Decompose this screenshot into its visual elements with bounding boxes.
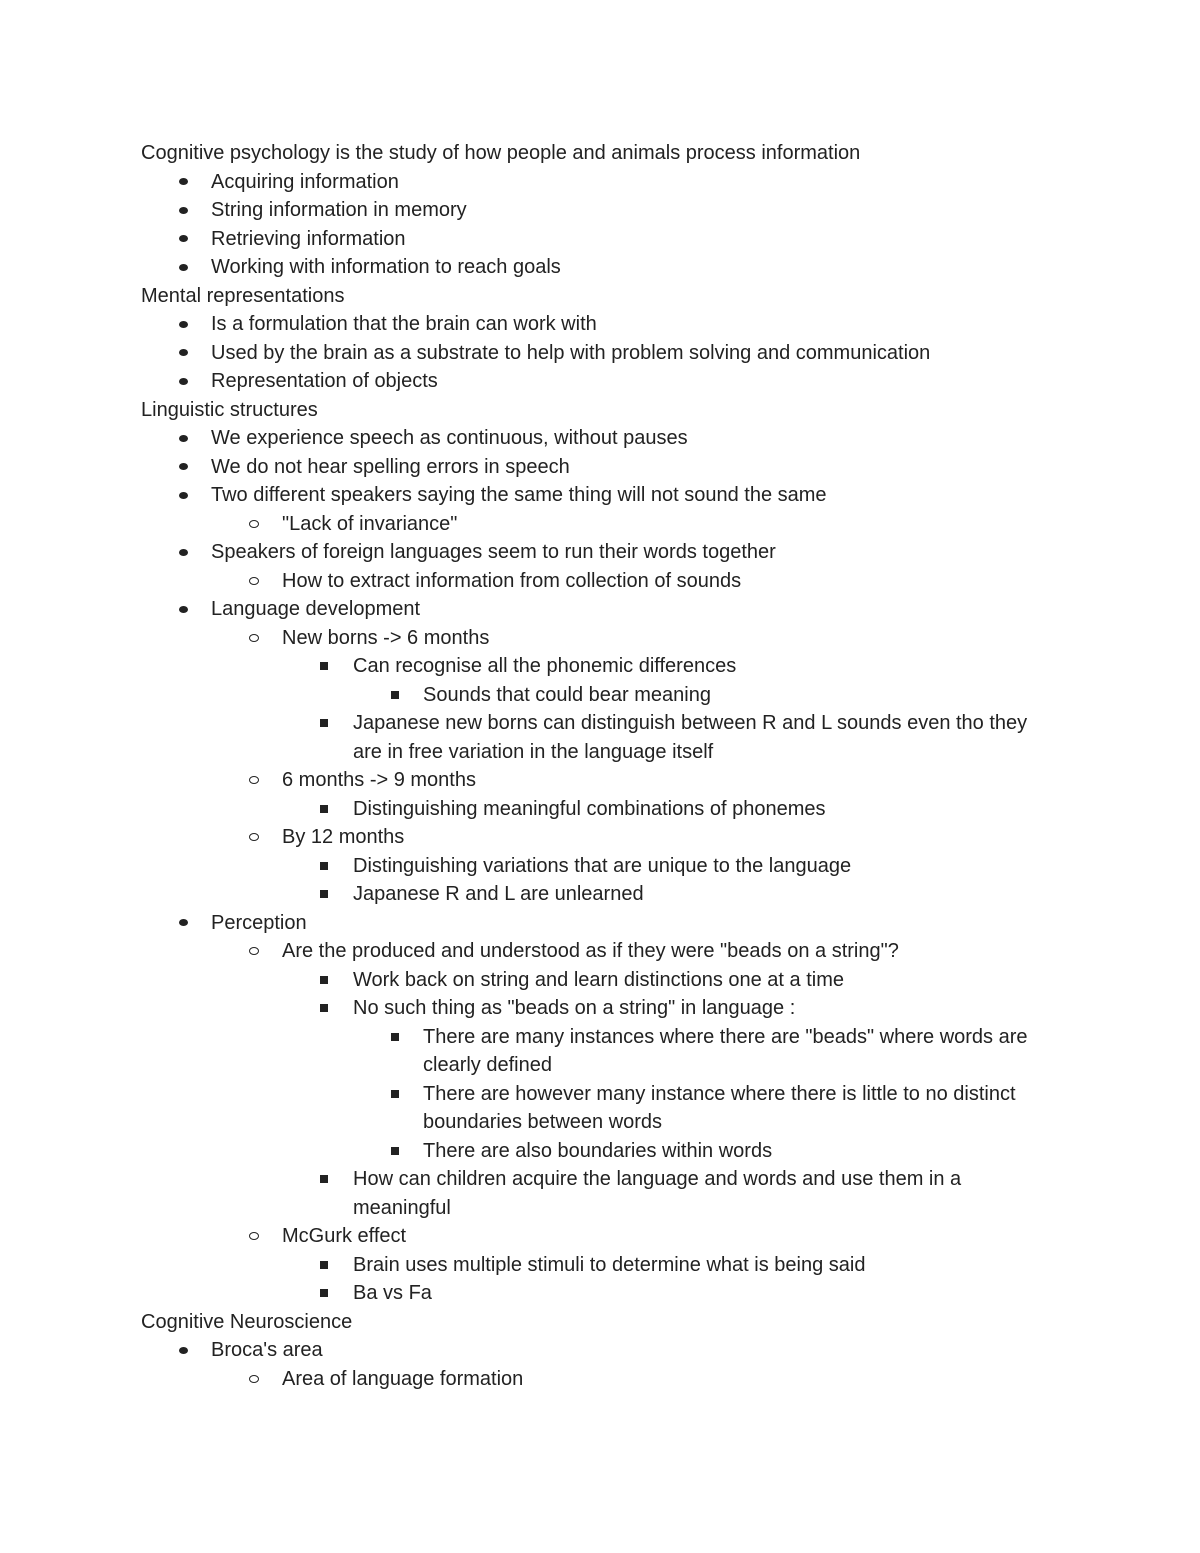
- list-item: [0, 1222, 1042, 1251]
- bullet-square-icon: [318, 880, 330, 909]
- item-text: Perception: [211, 911, 307, 934]
- list-item: [0, 1365, 1042, 1394]
- item-text: Ba vs Fa: [353, 1282, 432, 1304]
- bullet-circle-icon: [248, 823, 260, 852]
- heading-text: Linguistic structures: [141, 398, 318, 421]
- list-item: [0, 481, 1041, 510]
- list-item: [0, 538, 1041, 567]
- heading-text: Cognitive psychology is the study of how people and animals process information: [141, 142, 861, 164]
- list-item: [0, 681, 1043, 710]
- list-item: [0, 367, 1041, 396]
- bullet-disc-icon: [177, 481, 189, 510]
- list-item: [0, 1023, 1043, 1080]
- item-text: Brain uses multiple stimuli to determine what is being said: [353, 1253, 866, 1276]
- heading-text: Mental representations: [141, 284, 345, 307]
- list-item: [0, 909, 1041, 938]
- item-text: 6 months -> 9 months: [282, 769, 476, 791]
- bullet-circle-icon: [248, 624, 260, 653]
- list-item: [0, 652, 1043, 681]
- bullet-square-icon: [318, 795, 330, 824]
- item-text: By 12 months: [282, 826, 405, 848]
- bullet-disc-icon: [177, 538, 189, 567]
- list-item: [0, 567, 1042, 596]
- item-text: Acquiring information: [211, 170, 399, 193]
- bullet-square-icon: [318, 852, 330, 881]
- list-item: [0, 339, 1041, 368]
- item-text: Used by the brain as a substrate to help with problem solving and communication: [211, 341, 931, 364]
- item-text: Sounds that could bear meaning: [423, 683, 711, 706]
- item-text: Japanese R and L are unlearned: [353, 883, 644, 905]
- list-item: [0, 1165, 1043, 1222]
- bullet-disc-icon: [177, 909, 189, 938]
- list-item: [0, 196, 1041, 225]
- item-text: How to extract information from collection of sounds: [282, 569, 742, 592]
- list-item: [0, 966, 1043, 995]
- list-item: [0, 424, 1041, 453]
- bullet-disc-icon: [177, 1336, 189, 1365]
- item-text: We experience speech as continuous, without pauses: [211, 427, 688, 449]
- list-item: [0, 624, 1042, 653]
- bullet-square-icon: [318, 652, 330, 681]
- list-item: [0, 168, 1041, 197]
- item-text: There are many instances where there are "beads" where words are clearly defined: [423, 1025, 1028, 1076]
- bullet-circle-icon: [248, 1365, 260, 1394]
- list-item: [0, 795, 1043, 824]
- item-text: There are however many instance where there is little to no distinct boundaries between words: [423, 1082, 1016, 1133]
- list-item: [0, 766, 1042, 795]
- item-text: Broca's area: [211, 1339, 323, 1361]
- list-item: [0, 709, 1043, 766]
- item-text: New borns -> 6 months: [282, 626, 490, 649]
- item-text: Speakers of foreign languages seem to run their words together: [211, 541, 776, 563]
- item-text: No such thing as "beads on a string" in language :: [353, 997, 796, 1019]
- item-text: How can children acquire the language and words and use them in a meaningful: [353, 1168, 962, 1219]
- bullet-circle-icon: [248, 510, 260, 539]
- bullet-disc-icon: [177, 339, 189, 368]
- bullet-circle-icon: [248, 766, 260, 795]
- item-text: Working with information to reach goals: [211, 256, 561, 278]
- item-text: Is a formulation that the brain can work with: [211, 313, 597, 335]
- list-item: [0, 225, 1041, 254]
- bullet-square-icon: [318, 1165, 330, 1194]
- list-item: [0, 510, 1042, 539]
- list-item: [0, 453, 1041, 482]
- list-item: [0, 823, 1042, 852]
- item-text: We do not hear spelling errors in speech: [211, 455, 570, 478]
- bullet-square-icon: [318, 966, 330, 995]
- bullet-square-icon: [318, 709, 330, 738]
- item-text: Representation of objects: [211, 370, 438, 392]
- bullet-square-icon: [389, 1080, 401, 1109]
- item-text: "Lack of invariance": [282, 512, 458, 535]
- list-item: [0, 852, 1043, 881]
- bullet-disc-icon: [177, 367, 189, 396]
- list-item: [0, 1137, 1043, 1166]
- bullet-circle-icon: [248, 1222, 260, 1251]
- bullet-disc-icon: [177, 168, 189, 197]
- list-item: [0, 1336, 1041, 1365]
- item-text: Work back on string and learn distinctions one at a time: [353, 968, 844, 991]
- list-item: [0, 310, 1041, 339]
- item-text: Two different speakers saying the same thing will not sound the same: [211, 484, 827, 506]
- bullet-disc-icon: [177, 424, 189, 453]
- bullet-disc-icon: [177, 595, 189, 624]
- list-item: [0, 994, 1043, 1023]
- section-heading: [0, 282, 1200, 311]
- bullet-square-icon: [389, 681, 401, 710]
- bullet-circle-icon: [248, 937, 260, 966]
- item-text: There are also boundaries within words: [423, 1139, 773, 1162]
- heading-text: Cognitive Neuroscience: [141, 1310, 353, 1333]
- notes-body: [0, 139, 1200, 1393]
- bullet-disc-icon: [177, 196, 189, 225]
- list-item: [0, 253, 1041, 282]
- list-item: [0, 880, 1043, 909]
- bullet-circle-icon: [248, 567, 260, 596]
- bullet-square-icon: [389, 1137, 401, 1166]
- item-text: Area of language formation: [282, 1367, 524, 1390]
- item-text: Retrieving information: [211, 227, 406, 250]
- item-text: Distinguishing meaningful combinations of phonemes: [353, 797, 826, 820]
- item-text: Can recognise all the phonemic differences: [353, 655, 737, 677]
- item-text: Are the produced and understood as if they were "beads on a string"?: [282, 940, 899, 962]
- section-heading: [0, 139, 1200, 168]
- bullet-disc-icon: [177, 310, 189, 339]
- bullet-disc-icon: [177, 225, 189, 254]
- item-text: McGurk effect: [282, 1225, 407, 1247]
- list-item: [0, 937, 1042, 966]
- list-item: [0, 1080, 1043, 1137]
- section-heading: [0, 1308, 1200, 1337]
- bullet-square-icon: [389, 1023, 401, 1052]
- list-item: [0, 595, 1041, 624]
- bullet-square-icon: [318, 1251, 330, 1280]
- bullet-disc-icon: [177, 253, 189, 282]
- list-item: [0, 1279, 1043, 1308]
- item-text: Japanese new borns can distinguish between R and L sounds even tho they are in free variation in the language itself: [353, 712, 1028, 763]
- bullet-square-icon: [318, 994, 330, 1023]
- item-text: Distinguishing variations that are unique to the language: [353, 854, 852, 877]
- item-text: Language development: [211, 598, 421, 620]
- item-text: String information in memory: [211, 199, 467, 221]
- list-item: [0, 1251, 1043, 1280]
- bullet-square-icon: [318, 1279, 330, 1308]
- section-heading: [0, 396, 1200, 425]
- bullet-disc-icon: [177, 453, 189, 482]
